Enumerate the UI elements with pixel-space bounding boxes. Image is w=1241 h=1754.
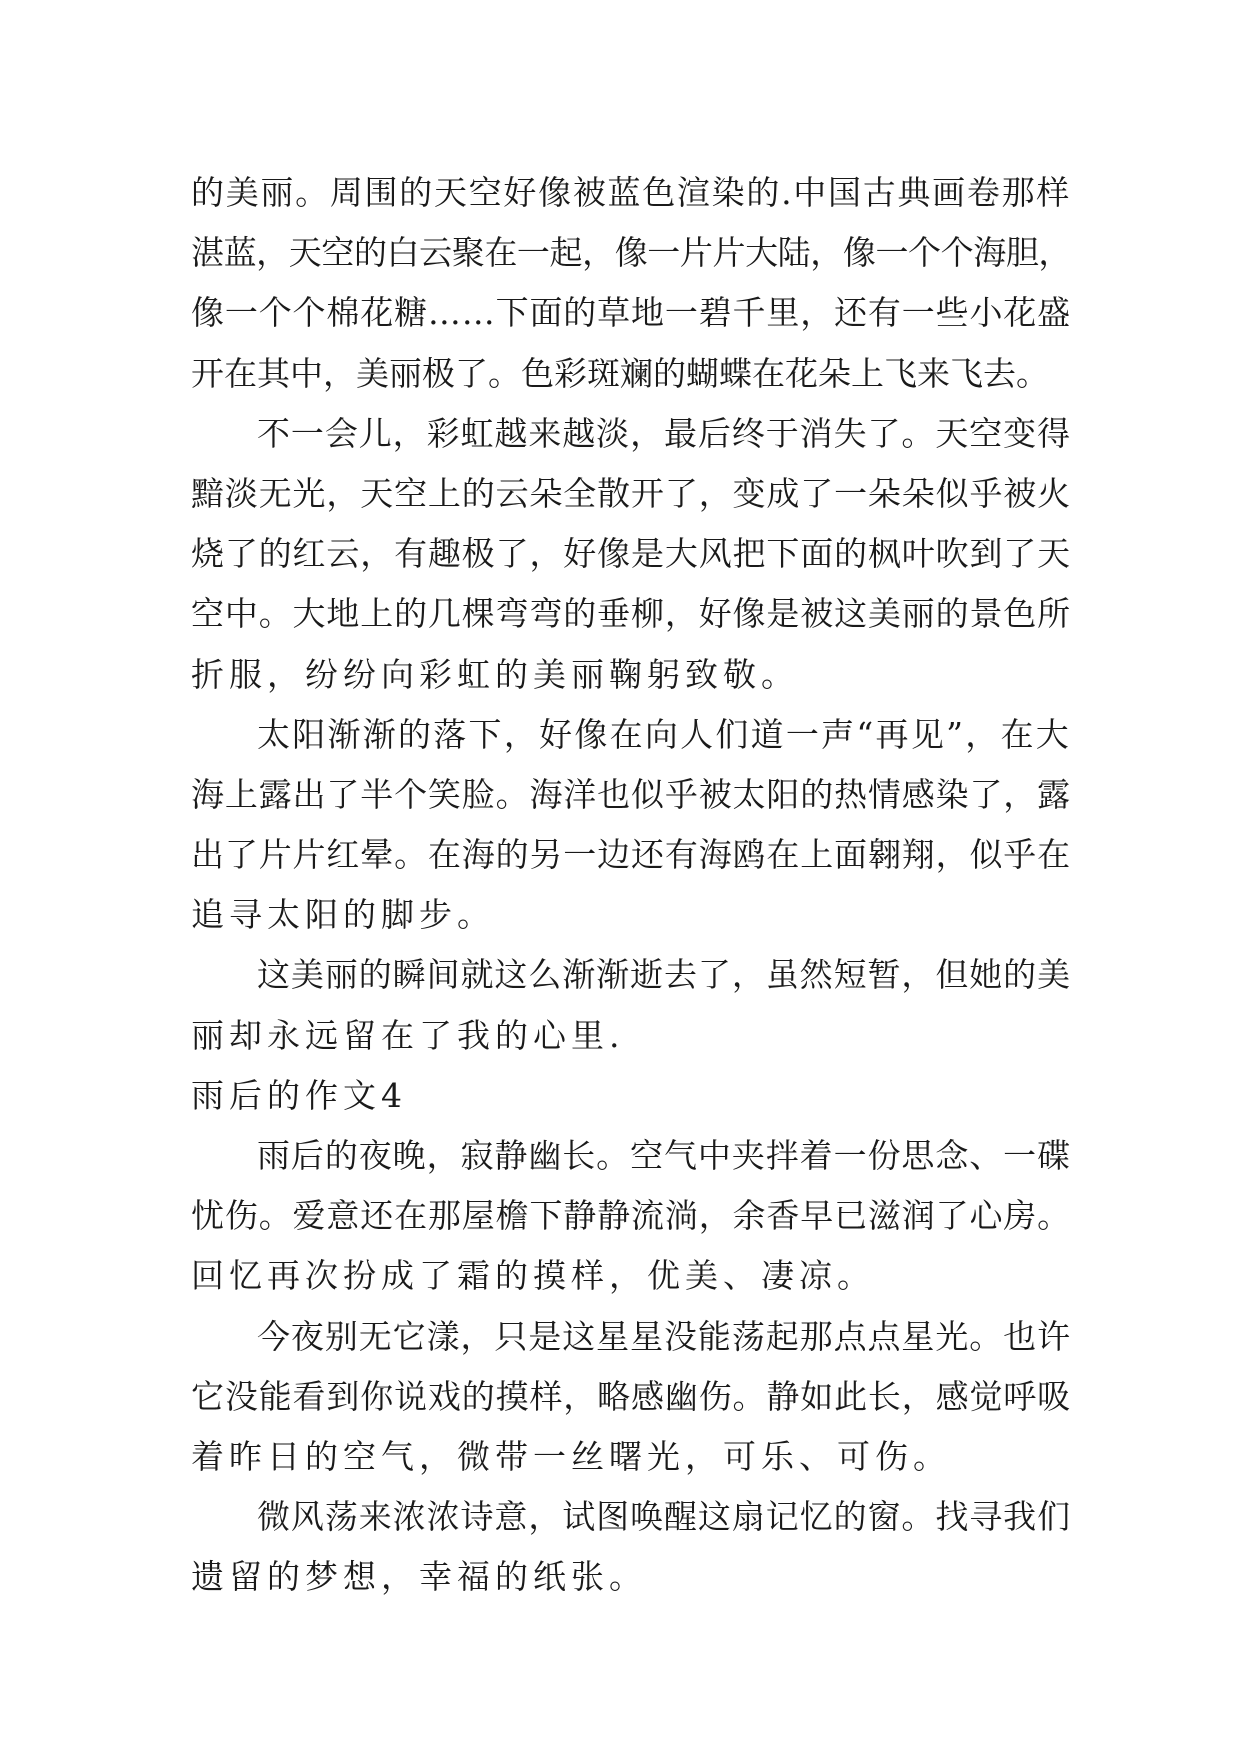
document-body xyxy=(191,163,1071,1608)
text-line: 回忆再次扮成了霜的摸样，优美、凄凉。 xyxy=(191,1256,875,1296)
text-line: 烧了的红云，有趣极了，好像是大风把下面的枫叶吹到了天 xyxy=(191,534,1071,574)
text-line: 空中。大地上的几棵弯弯的垂柳，好像是被这美丽的景色所 xyxy=(191,594,1071,634)
text-line: 太阳渐渐的落下，好像在向人们道一声“再见”，在大 xyxy=(257,714,1071,754)
text-line: 微风荡来浓浓诗意，试图唤醒这扇记忆的窗。找寻我们 xyxy=(257,1497,1071,1537)
text-line: 不一会儿，彩虹越来越淡，最后终于消失了。天空变得 xyxy=(257,413,1071,453)
text-line: 出了片片红晕。在海的另一边还有海鸥在上面翱翔，似乎在 xyxy=(191,835,1071,875)
text-line: 黯淡无光，天空上的云朵全散开了，变成了一朵朵似乎被火 xyxy=(191,473,1071,513)
text-line: 折服，纷纷向彩虹的美丽鞠躬致敬。 xyxy=(191,654,799,694)
text-line: 雨后的夜晚，寂静幽长。空气中夹拌着一份思念、一碟 xyxy=(257,1136,1071,1175)
text-line: 像一个个棉花糖……下面的草地一碧千里，还有一些小花盛 xyxy=(191,293,1071,333)
text-line: 今夜别无它漾，只是这星星没能荡起那点点星光。也许 xyxy=(257,1316,1071,1356)
text-line: 它没能看到你说戏的摸样，略感幽伤。静如此长，感觉呼吸 xyxy=(191,1376,1071,1416)
text-line: 开在其中，美丽极了。色彩斑斓的蝴蝶在花朵上飞来飞去。 xyxy=(191,353,1049,393)
text-line: 丽却永远留在了我的心里. xyxy=(191,1015,625,1055)
text-line: 遗留的梦想，幸福的纸张。 xyxy=(191,1557,647,1597)
text-line: 这美丽的瞬间就这么渐渐逝去了，虽然短暂，但她的美 xyxy=(257,955,1071,995)
section-heading: 雨后的作文4 xyxy=(191,1075,407,1115)
text-line: 湛蓝，天空的白云聚在一起，像一片片大陆，像一个个海胆， xyxy=(191,233,1072,273)
text-line: 的美丽。周围的天空好像被蓝色渲染的.中国古典画卷那样 xyxy=(191,173,1071,212)
text-line: 海上露出了半个笑脸。海洋也似乎被太阳的热情感染了，露 xyxy=(191,774,1071,814)
text-line: 忧伤。爱意还在那屋檐下静静流淌，余香早已滋润了心房。 xyxy=(191,1196,1071,1236)
text-line: 着昨日的空气，微带一丝曙光，可乐、可伤。 xyxy=(191,1436,951,1476)
text-line: 追寻太阳的脚步。 xyxy=(191,895,495,935)
